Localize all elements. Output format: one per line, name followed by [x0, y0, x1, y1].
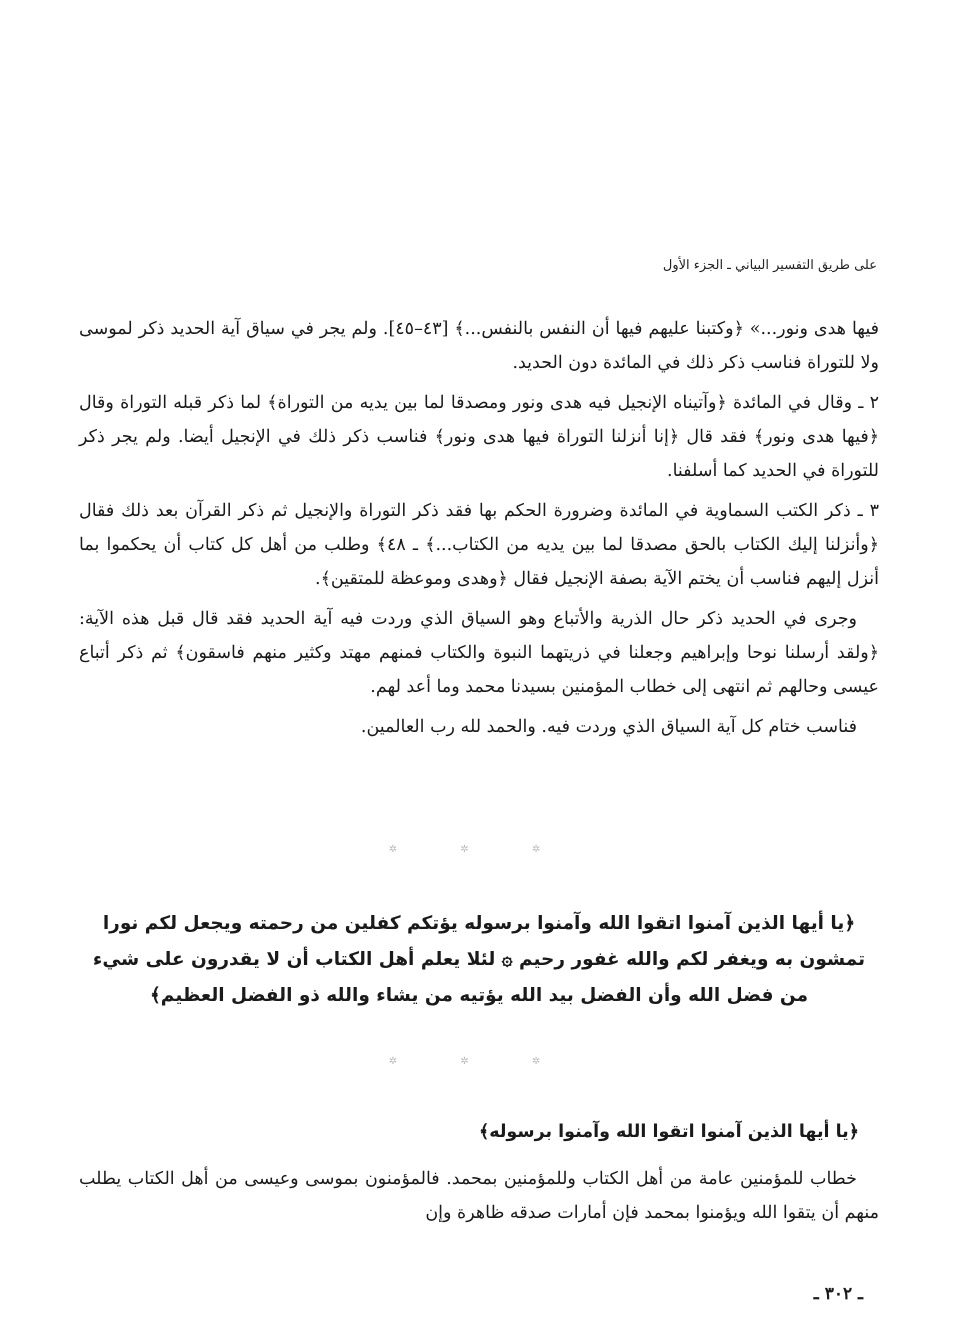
commentary-paragraph: خطاب للمؤمنين عامة من أهل الكتاب وللمؤمنين بمحمد. فالمؤمنون بموسى وعيسى من أهل الكتاب يطلب منهم أن يتقوا الله ويؤمنوا بمحمد فإن أمارات صدقه ظاهرة وإن	[79, 1169, 879, 1223]
section-separator-bottom: ✲ ✲ ✲	[388, 1056, 571, 1067]
paragraph-conclusion: فناسب ختام كل آية السياق الذي وردت فيه. والحمد لله رب العالمين.	[360, 717, 857, 737]
body-text	[79, 312, 879, 750]
section-separator-top: ✲ ✲ ✲	[388, 844, 571, 855]
page-number: ـ ٣٠٢ ـ	[813, 1284, 863, 1304]
paragraph-point-3: ٣ ـ ذكر الكتب السماوية في المائدة وضرورة الحكم بها فقد ذكر التوراة والإنجيل ثم ذكر القرآن بعد ذلك فقال ﴿وأنزلنا إليك الكتاب بالحق مصدقا لما بين يديه من الكتاب...﴾ ـ ٤٨﴾ وطلب من أهل كل كتاب أن يحكموا بما أنزل إليهم فناسب أن يختم الآية بصفة الإنجيل فقال ﴿وهدى وموعظة للمتقين﴾.	[79, 501, 880, 589]
quran-verse-block: ﴿يا أيها الذين آمنوا اتقوا الله وآمنوا برسوله يؤتكم كفلين من رحمته ويجعل لكم نورا تمشون به ويغفر لكم والله غفور رحيم ۞ لئلا يعلم أهل الكتاب أن لا يقدرون على شيء من فضل الله وأن الفضل بيد الله يؤتيه من يشاء والله ذو الفضل العظيم﴾	[92, 913, 866, 1006]
paragraph-hadid-context: وجرى في الحديد ذكر حال الذرية والأتباع وهو السياق الذي وردت فيه آية الحديد فقد قال قبل هذه الآية: ﴿ولقد أرسلنا نوحا وإبراهيم وجعلنا في ذريتهما النبوة والكتاب فمنهم مهتد وكثير منهم فاسقون﴾ ثم ذكر أتباع عيسى وحالهم ثم انتهى إلى خطاب المؤمنين بسيدنا محمد وما أعد لهم.	[79, 609, 879, 697]
verse-section-heading: ﴿يا أيها الذين آمنوا اتقوا الله وآمنوا برسوله﴾	[478, 1122, 859, 1142]
commentary-text	[79, 1162, 879, 1230]
running-header: على طريق التفسير البياني ـ الجزء الأول	[662, 258, 877, 273]
paragraph-point-2: ٢ ـ وقال في المائدة ﴿وآتيناه الإنجيل فيه هدى ونور ومصدقا لما بين يديه من التوراة﴾ لما ذكر قبله التوراة وقال ﴿فيها هدى ونور﴾ فقد قال ﴿إنا أنزلنا التوراة فيها هدى ونور﴾ فناسب ذكر ذلك في الإنجيل أيضا. ولم يجر ذكر للتوراة في الحديد كما أسلفنا.	[79, 393, 879, 481]
paragraph-continuation: فيها هدى ونور...» ﴿وكتبنا عليهم فيها أن النفس بالنفس...﴾ [٤٣–٤٥]. ولم يجر في سياق آية الحديد ذكر لموسى ولا للتوراة فناسب ذكر ذلك في المائدة دون الحديد.	[79, 319, 879, 373]
